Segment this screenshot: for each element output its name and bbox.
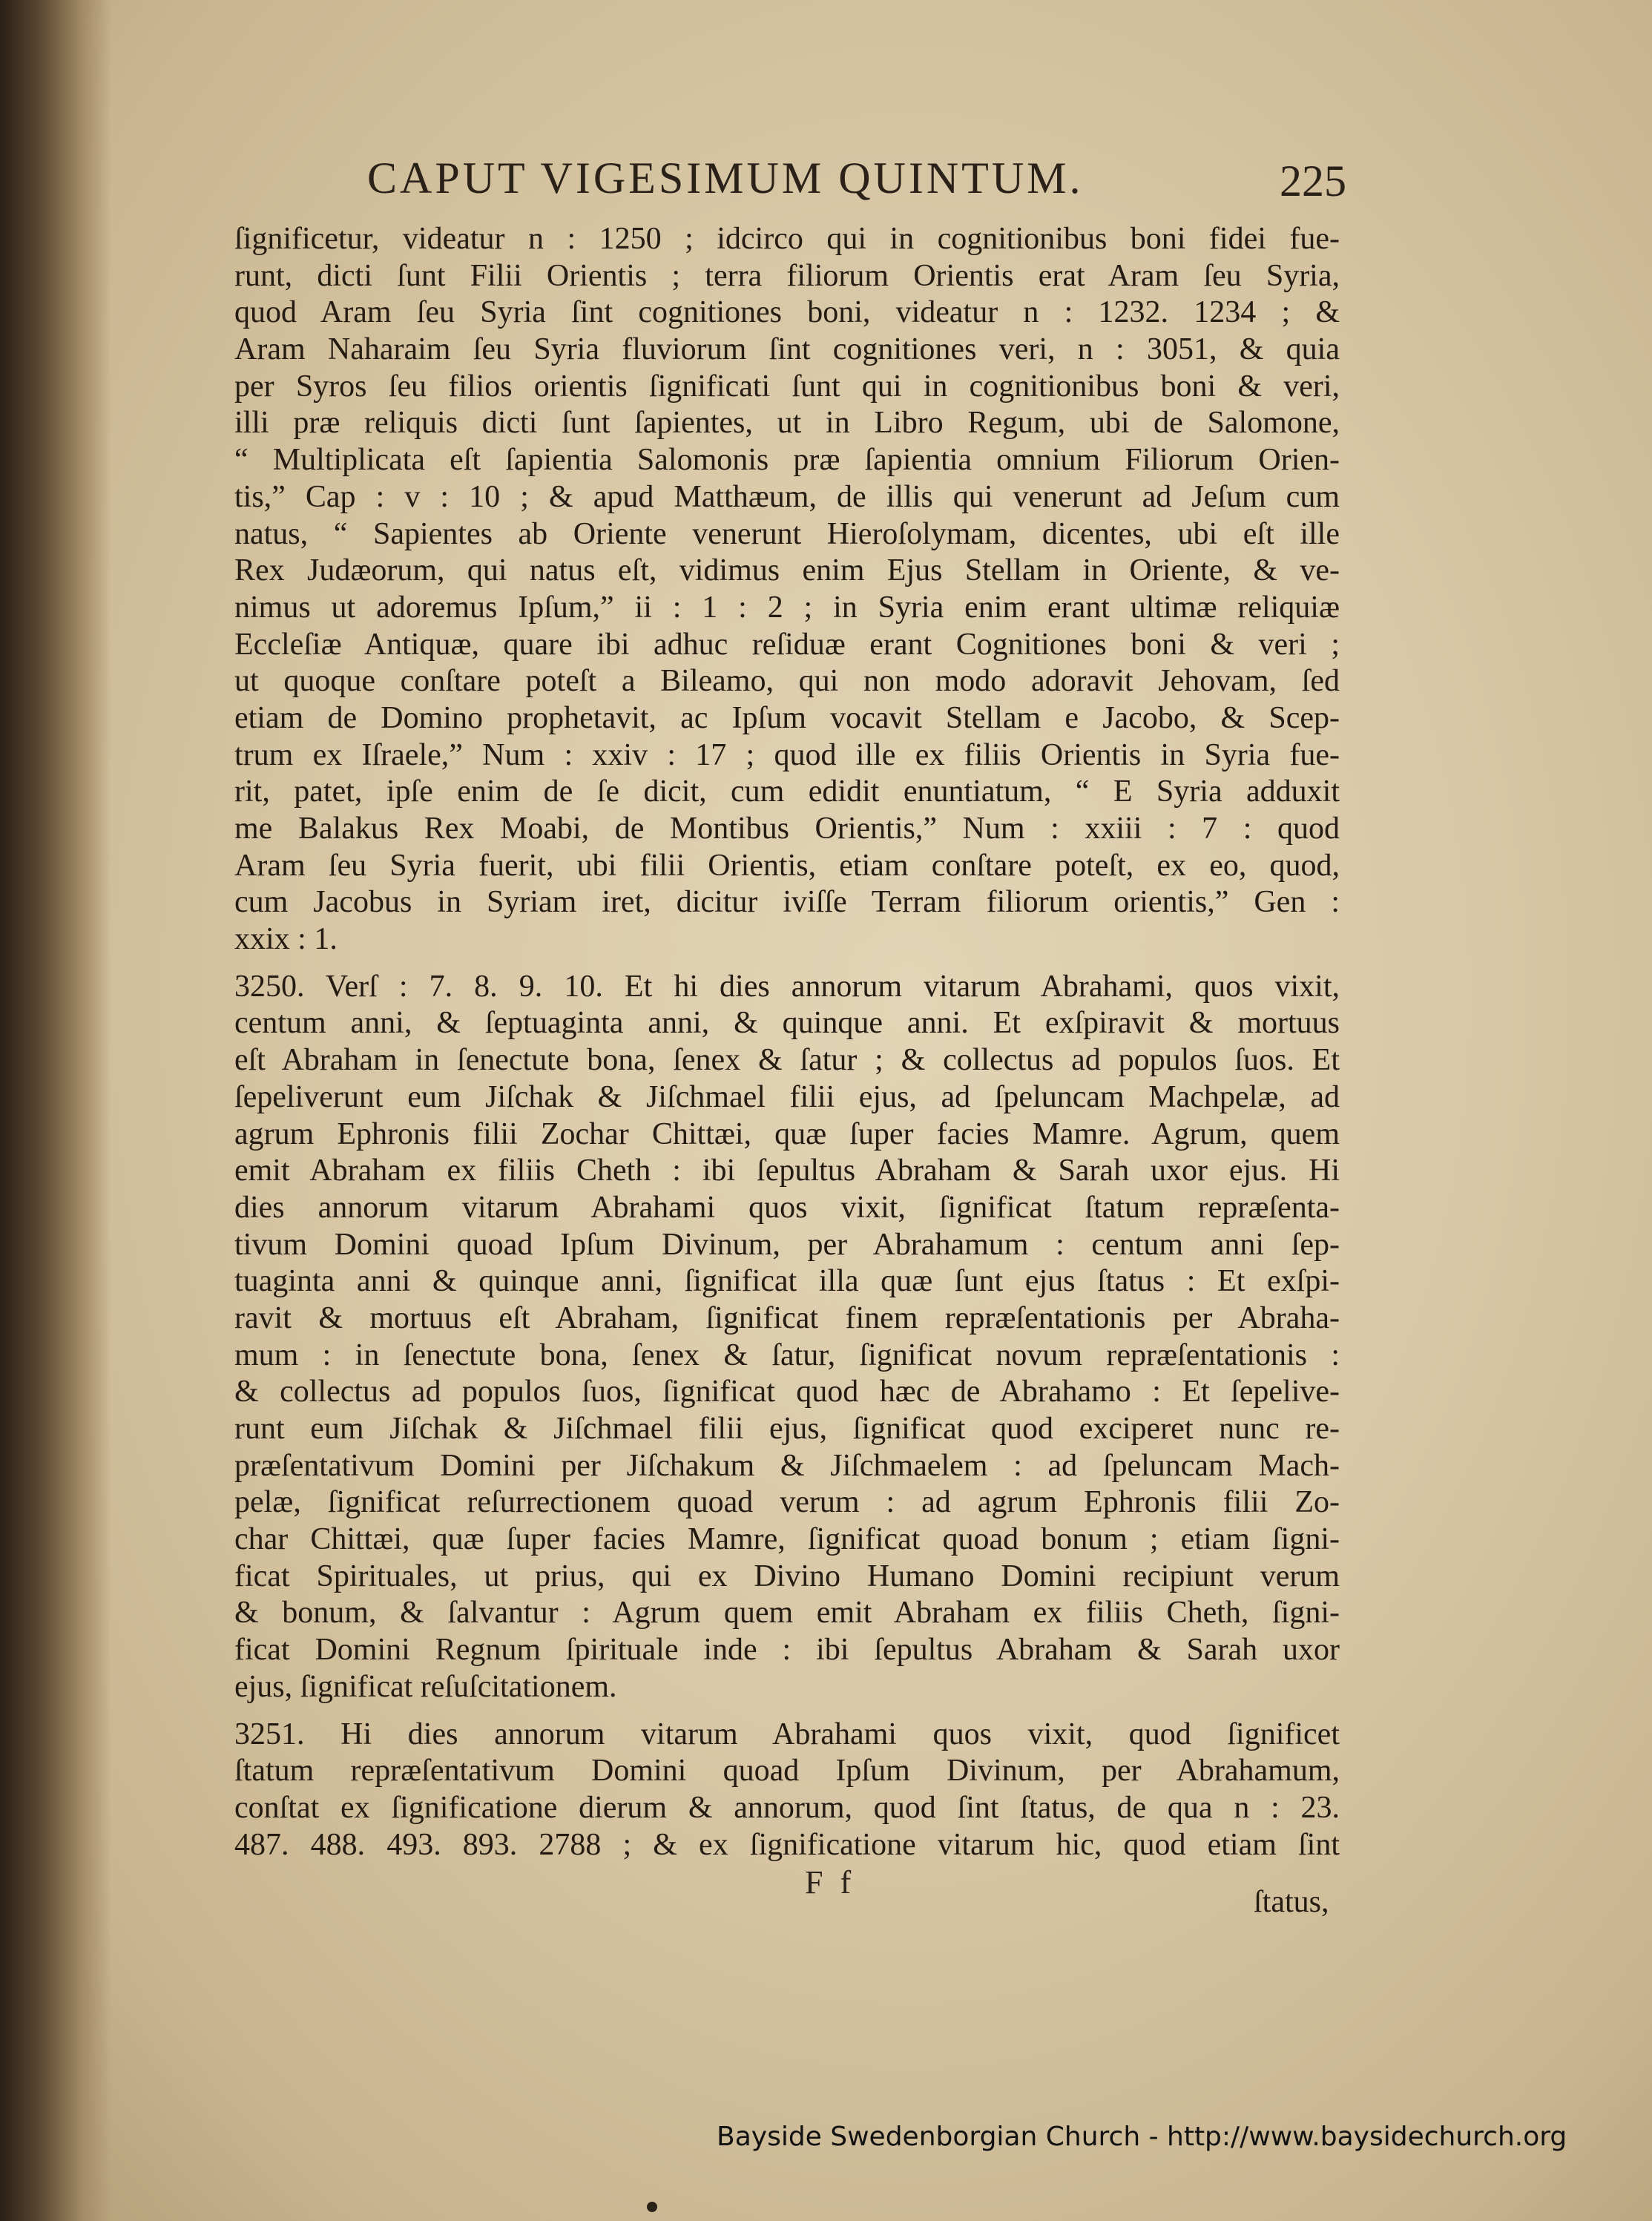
text-line: ficat Spirituales, ut prius, qui ex Divino Humano Domini recipiunt verum — [234, 1559, 1340, 1593]
text-line: cum Jacobus in Syriam iret, dicitur iviſſe Terram filiorum orientis,” Gen : — [234, 885, 1340, 920]
text-line: ut quoque conſtare poteſt a Bileamo, qui non modo adoravit Jehovam, ſed — [234, 664, 1340, 699]
text-line: 487. 488. 493. 893. 2788 ; & ex ſignificatione vitarum hic, quod etiam ſint — [234, 1827, 1340, 1862]
paragraph-3250 — [234, 969, 1340, 1706]
text-line: dies annorum vitarum Abrahami quos vixit, ſignificat ſtatum repræſenta- — [234, 1190, 1340, 1225]
text-line: agrum Ephronis filii Zochar Chittæi, quæ ſuper facies Mamre. Agrum, quem — [234, 1116, 1340, 1151]
text-line: conſtat ex ſignificatione dierum & annorum, quod ſint ſtatus, de qua n : 23. — [234, 1790, 1340, 1825]
running-title: CAPUT VIGESIMUM QUINTUM. — [367, 154, 1084, 203]
text-line: rit, patet, ipſe enim de ſe dicit, cum edidit enuntiatum, “ E Syria adduxit — [234, 774, 1340, 809]
text-line: 3250. Verſ : 7. 8. 9. 10. Et hi dies annorum vitarum Abrahami, quos vixit, — [234, 969, 1340, 1004]
text-line: char Chittæi, quæ ſuper facies Mamre, ſignificat quoad bonum ; etiam ſigni- — [234, 1522, 1340, 1557]
text-line: 3251. Hi dies annorum vitarum Abrahami quos vixit, quod ſignificet — [234, 1717, 1340, 1751]
text-line: xxix : 1. — [234, 922, 338, 957]
text-line: & bonum, & ſalvantur : Agrum quem emit Abraham ex filiis Cheth, ſigni- — [234, 1596, 1340, 1631]
text-line: Aram ſeu Syria fuerit, ubi filii Orientis, etiam conſtare poteſt, ex eo, quod, — [234, 848, 1340, 883]
text-line: etiam de Domino prophetavit, ac Ipſum vocavit Stellam e Jacobo, & Scep- — [234, 700, 1340, 735]
ink-blot — [647, 2202, 657, 2212]
text-line: me Balakus Rex Moabi, de Montibus Orientis,” Num : xxiii : 7 : quod — [234, 812, 1340, 846]
text-line: tis,” Cap : v : 10 ; & apud Matthæum, de illis qui venerunt ad Jeſum cum — [234, 479, 1340, 514]
text-line: mum : in ſenectute bona, ſenex & ſatur, ſignificat novum repræſentationis : — [234, 1337, 1340, 1372]
text-line: Eccleſiæ Antiquæ, quare ibi adhuc reſiduæ erant Cognitiones boni & veri ; — [234, 627, 1340, 662]
text-line: ficat Domini Regnum ſpirituale inde : ibi ſepultus Abraham & Sarah uxor — [234, 1633, 1340, 1668]
watermark-link[interactable]: Bayside Swedenborgian Church - http://www.baysidechurch.org — [717, 2122, 1567, 2152]
page-header — [367, 148, 1346, 208]
body-text — [234, 221, 1340, 1863]
text-line: illi præ reliquis dicti ſunt ſapientes, ut in Libro Regum, ubi de Salomone, — [234, 406, 1340, 441]
text-line: Aram Naharaim ſeu Syria fluviorum ſint cognitiones veri, n : 3051, & quia — [234, 332, 1340, 367]
paragraph-continuation — [234, 221, 1340, 958]
signature-mark: F f — [805, 1864, 856, 1901]
text-line: trum ex Iſraele,” Num : xxiv : 17 ; quod ille ex filiis Orientis in Syria fue- — [234, 737, 1340, 772]
catchword: ſtatus, — [1254, 1885, 1329, 1919]
text-line: eſt Abraham in ſenectute bona, ſenex & ſatur ; & collectus ad populos ſuos. Et — [234, 1043, 1340, 1078]
text-line: “ Multiplicata eſt ſapientia Salomonis præ ſapientia omnium Filiorum Orien- — [234, 443, 1340, 478]
text-line: tuaginta anni & quinque anni, ſignificat illa quæ ſunt ejus ſtatus : Et exſpi- — [234, 1264, 1340, 1299]
text-line: ſignificetur, videatur n : 1250 ; idcirco qui in cognitionibus boni fidei fue- — [234, 222, 1340, 256]
text-line: natus, “ Sapientes ab Oriente venerunt Hieroſolymam, dicentes, ubi eſt ille — [234, 516, 1340, 551]
text-line: runt, dicti ſunt Filii Orientis ; terra filiorum Orientis erat Aram ſeu Syria, — [234, 258, 1340, 293]
paragraph-3251 — [234, 1717, 1340, 1864]
text-line: centum anni, & ſeptuaginta anni, & quinque anni. Et exſpiravit & mortuus — [234, 1006, 1340, 1041]
text-line: emit Abraham ex filiis Cheth : ibi ſepultus Abraham & Sarah uxor ejus. Hi — [234, 1154, 1340, 1188]
text-line: & collectus ad populos ſuos, ſignificat quod hæc de Abrahamo : Et ſepelive- — [234, 1375, 1340, 1409]
binding-gutter — [0, 0, 111, 2221]
page-number: 225 — [1280, 157, 1346, 205]
text-line: ſepeliverunt eum Jiſchak & Jiſchmael filii ejus, ad ſpeluncam Machpelæ, ad — [234, 1079, 1340, 1114]
text-line: Rex Judæorum, qui natus eſt, vidimus enim Ejus Stellam in Oriente, & ve- — [234, 553, 1340, 588]
text-line: quod Aram ſeu Syria ſint cognitiones boni, videatur n : 1232. 1234 ; & — [234, 295, 1340, 330]
text-line: præſentativum Domini per Jiſchakum & Jiſchmaelem : ad ſpeluncam Mach- — [234, 1448, 1340, 1483]
text-line: pelæ, ſignificat reſurrectionem quoad verum : ad agrum Ephronis filii Zo- — [234, 1485, 1340, 1520]
text-line: tivum Domini quoad Ipſum Divinum, per Abrahamum : centum anni ſep- — [234, 1227, 1340, 1262]
text-line: per Syros ſeu filios orientis ſignificati ſunt qui in cognitionibus boni & veri, — [234, 369, 1340, 404]
text-line: ravit & mortuus eſt Abraham, ſignificat finem repræſentationis per Abraha- — [234, 1300, 1340, 1335]
text-line: ejus, ſignificat reſuſcitationem. — [234, 1669, 617, 1704]
text-line: runt eum Jiſchak & Jiſchmael filii ejus, ſignificat quod exciperet nunc re- — [234, 1412, 1340, 1446]
text-line: nimus ut adoremus Ipſum,” ii : 1 : 2 ; in Syria enim erant ultimæ reliquiæ — [234, 590, 1340, 625]
text-line: ſtatum repræſentativum Domini quoad Ipſum Divinum, per Abrahamum, — [234, 1754, 1340, 1789]
